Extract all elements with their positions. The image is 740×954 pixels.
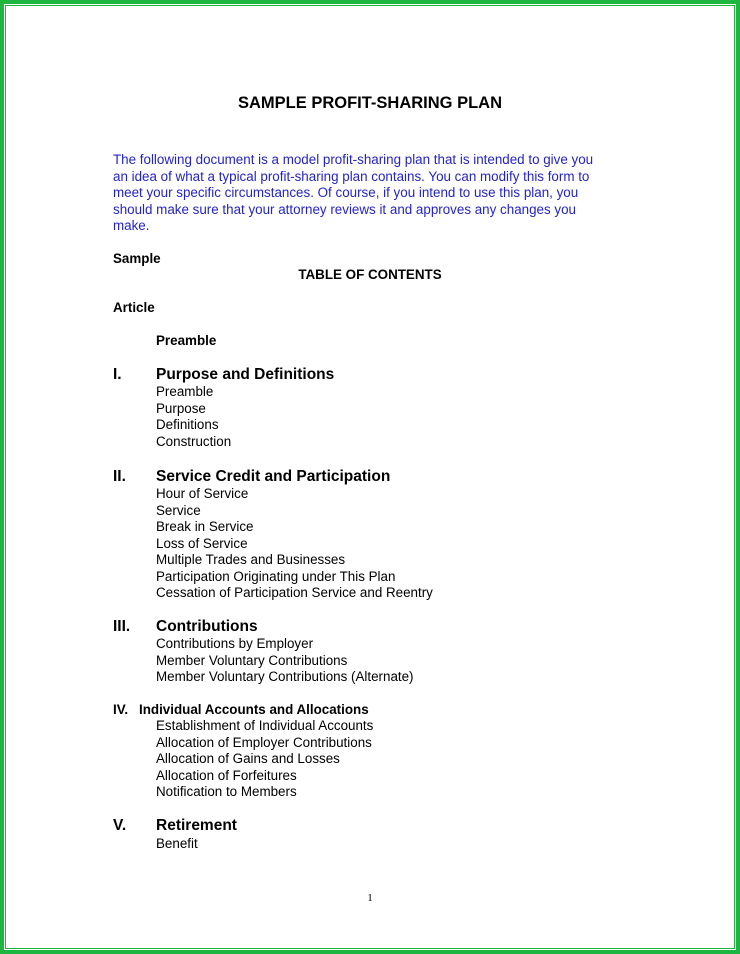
toc-entry: Multiple Trades and Businesses [156, 552, 346, 567]
toc-entry: Establishment of Individual Accounts [156, 718, 374, 733]
article-number: V. [113, 817, 127, 834]
article-title: Contributions [156, 618, 258, 635]
toc-entry: Hour of Service [156, 486, 249, 501]
toc-entry: Purpose [156, 400, 206, 416]
article-title: Retirement [156, 817, 237, 834]
toc-entry: Notification to Members [156, 784, 297, 799]
intro-line: should make sure that your attorney reviews it and approves any changes you [113, 201, 576, 217]
intro-paragraph [113, 152, 643, 235]
page-number: 1 [367, 892, 373, 904]
article-number: II. [113, 468, 126, 485]
toc-entry: Contributions by Employer [156, 636, 314, 651]
toc-entry: Definitions [156, 417, 219, 432]
article-items [156, 384, 231, 450]
intro-line: an idea of what a typical profit-sharing plan contains. You can modify this form to [113, 168, 590, 184]
article-items [156, 486, 433, 602]
document-title: SAMPLE PROFIT-SHARING PLAN [237, 94, 502, 112]
toc-entry: Preamble [156, 384, 214, 399]
toc-entry: Allocation of Forfeitures [156, 767, 297, 783]
toc-entry: Member Voluntary Contributions (Alternate) [156, 669, 414, 684]
toc-entry: Cessation of Participation Service and Reentry [156, 585, 433, 600]
toc-heading: TABLE OF CONTENTS [298, 267, 442, 282]
article-number: IV. [113, 702, 129, 717]
toc-entry: Construction [156, 433, 232, 449]
article-title: Service Credit and Participation [156, 468, 391, 485]
article-items [156, 636, 414, 686]
intro-line: make. [113, 218, 150, 233]
article-number: I. [113, 366, 122, 383]
article-title: Purpose and Definitions [156, 366, 335, 383]
article-items [156, 836, 198, 853]
toc-entry: Member Voluntary Contributions [156, 652, 348, 668]
intro-line: meet your specific circumstances. Of course, if you intend to use this plan, you [113, 185, 579, 200]
article-number: III. [113, 618, 131, 635]
toc-entry: Allocation of Gains and Losses [156, 751, 340, 766]
toc-entry: Participation Originating under This Plan [156, 568, 396, 584]
toc-entry: Benefit [156, 836, 198, 851]
article-items [156, 718, 373, 801]
sample-label: Sample [113, 251, 161, 266]
article-title: Individual Accounts and Allocations [139, 702, 369, 717]
preamble-heading: Preamble [156, 333, 217, 348]
article-label: Article [113, 300, 155, 315]
toc-entry: Service [156, 502, 201, 518]
toc-entry: Allocation of Employer Contributions [156, 734, 372, 750]
intro-line: The following document is a model profit-sharing plan that is intended to give you [113, 152, 594, 167]
toc-entry: Loss of Service [156, 535, 248, 551]
toc-entry: Break in Service [156, 519, 254, 534]
